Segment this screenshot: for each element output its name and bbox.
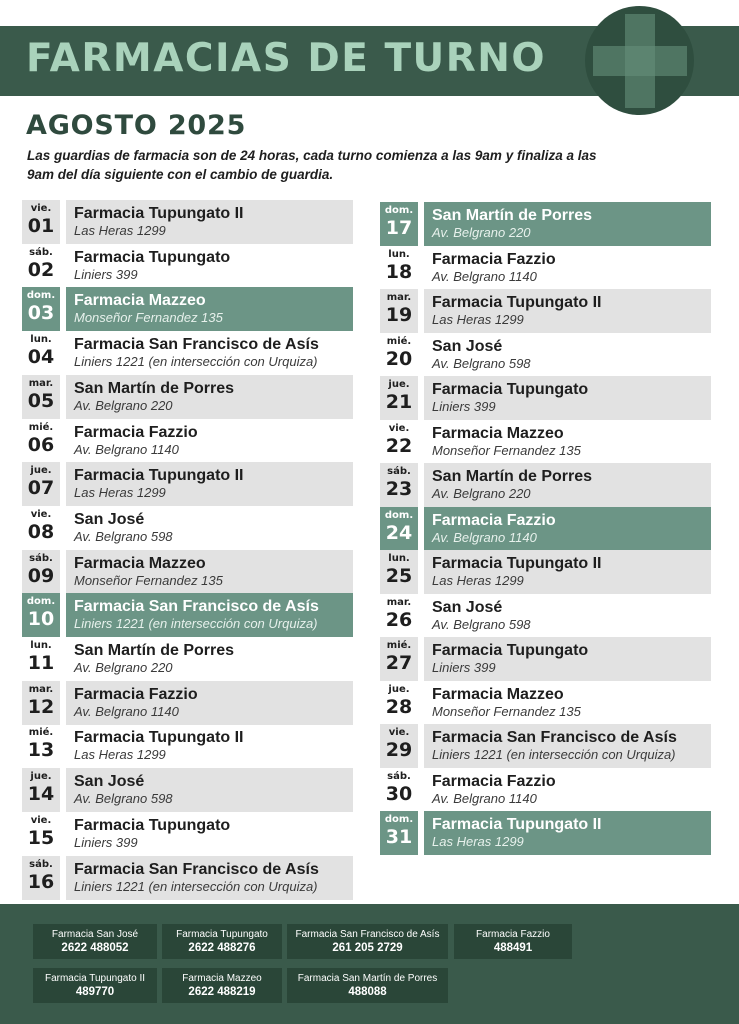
- contact-name: Farmacia Fazzio: [476, 929, 550, 940]
- weekday-label: lun.: [30, 640, 52, 651]
- date-box: [22, 287, 60, 331]
- date-box: [22, 331, 60, 375]
- pharmacy-name: San José: [74, 511, 145, 528]
- day-row: [380, 420, 717, 464]
- pharmacy-address: Liniers 399: [74, 267, 138, 282]
- pharmacy-address: Monseñor Fernandez 135: [432, 704, 581, 719]
- pharmacy-name: Farmacia Fazzio: [74, 686, 198, 703]
- pharmacy-address: Monseñor Fernandez 135: [74, 310, 223, 325]
- date-box: [22, 462, 60, 506]
- day-row: [22, 244, 359, 288]
- weekday-label: mar.: [28, 378, 54, 389]
- pharmacy-name: Farmacia Tupungato: [432, 642, 589, 659]
- contact-name: Farmacia Tupungato: [176, 929, 268, 940]
- pharmacy-info: [66, 812, 353, 856]
- day-number: 12: [27, 696, 55, 718]
- pharmacy-name: Farmacia Mazzeo: [74, 292, 206, 309]
- day-number: 11: [27, 652, 55, 674]
- pharmacy-info: [424, 246, 711, 290]
- pharmacy-name: Farmacia Tupungato: [432, 381, 589, 398]
- day-number: 21: [385, 391, 413, 413]
- pharmacy-name: Farmacia Mazzeo: [432, 686, 564, 703]
- pharmacy-address: Av. Belgrano 1140: [432, 530, 537, 545]
- pharmacy-name: San Martín de Porres: [74, 642, 235, 659]
- weekday-label: dom.: [384, 510, 414, 521]
- pharmacy-info: [424, 681, 711, 725]
- contact-box: [287, 968, 448, 1003]
- pharmacy-address: Liniers 1221 (en intersección con Urquiza): [74, 354, 318, 369]
- weekday-label: sáb.: [29, 553, 53, 564]
- date-box: [380, 507, 418, 551]
- pharmacy-address: Av. Belgrano 1140: [432, 791, 537, 806]
- date-box: [380, 463, 418, 507]
- day-row: [380, 768, 717, 812]
- day-row: [380, 376, 717, 420]
- date-box: [22, 768, 60, 812]
- pharmacy-name: San Martín de Porres: [432, 207, 593, 224]
- pharmacy-info: [424, 333, 711, 377]
- pharmacy-address: Las Heras 1299: [432, 312, 524, 327]
- weekday-label: sáb.: [387, 771, 411, 782]
- date-box: [380, 246, 418, 290]
- date-box: [380, 637, 418, 681]
- weekday-label: dom.: [384, 814, 414, 825]
- calendar-column-right: [380, 202, 717, 854]
- pharmacy-address: Av. Belgrano 598: [432, 356, 531, 371]
- pharmacy-info: [424, 724, 711, 768]
- date-box: [380, 681, 418, 725]
- pharmacy-name: Farmacia Tupungato II: [432, 294, 602, 311]
- date-box: [380, 289, 418, 333]
- pharmacy-name: Farmacia Fazzio: [432, 512, 556, 529]
- day-number: 04: [27, 346, 55, 368]
- pharmacy-address: Av. Belgrano 1140: [74, 442, 179, 457]
- pharmacy-name: Farmacia Fazzio: [432, 251, 556, 268]
- day-number: 16: [27, 871, 55, 893]
- date-box: [22, 375, 60, 419]
- pharmacy-name: San Martín de Porres: [74, 380, 235, 397]
- weekday-label: vie.: [388, 727, 410, 738]
- date-box: [380, 376, 418, 420]
- pharmacy-address: Liniers 399: [432, 660, 496, 675]
- cross-center: [625, 46, 655, 76]
- pharmacy-address: Liniers 399: [432, 399, 496, 414]
- day-number: 31: [385, 826, 413, 848]
- pharmacy-name: San José: [432, 338, 503, 355]
- contact-phone: 489770: [75, 986, 115, 998]
- day-row: [22, 681, 359, 725]
- day-row: [380, 724, 717, 768]
- day-number: 23: [385, 478, 413, 500]
- pharmacy-address: Liniers 1221 (en intersección con Urquiza): [74, 879, 318, 894]
- contact-name: Farmacia San Martín de Porres: [297, 973, 438, 984]
- pharmacy-address: Av. Belgrano 598: [432, 617, 531, 632]
- day-number: 19: [385, 304, 413, 326]
- pharmacy-info: [66, 331, 353, 375]
- contact-phone: 261 205 2729: [332, 942, 403, 954]
- pharmacy-info: [424, 594, 711, 638]
- date-box: [380, 768, 418, 812]
- day-row: [22, 331, 359, 375]
- pharmacy-info: [66, 550, 353, 594]
- day-number: 02: [27, 259, 55, 281]
- pharmacy-info: [66, 681, 353, 725]
- weekday-label: jue.: [30, 771, 52, 782]
- contact-phone: 488088: [348, 986, 387, 998]
- day-row: [22, 419, 359, 463]
- pharmacy-info: [424, 202, 711, 246]
- calendar-column-left: [22, 200, 359, 896]
- contact-name: Farmacia San Francisco de Asís: [295, 929, 440, 940]
- weekday-label: jue.: [30, 465, 52, 476]
- day-row: [380, 333, 717, 377]
- pharmacy-name: Farmacia San Francisco de Asís: [74, 336, 319, 353]
- pharmacy-name: Farmacia Tupungato: [74, 817, 231, 834]
- pharmacy-info: [66, 462, 353, 506]
- pharmacy-info: [66, 506, 353, 550]
- day-row: [22, 200, 359, 244]
- day-number: 15: [27, 827, 55, 849]
- date-box: [22, 593, 60, 637]
- contact-name: Farmacia San José: [51, 929, 139, 940]
- weekday-label: dom.: [384, 205, 414, 216]
- date-box: [22, 244, 60, 288]
- day-number: 09: [27, 565, 55, 587]
- day-number: 27: [385, 652, 413, 674]
- pharmacy-address: Av. Belgrano 220: [74, 398, 173, 413]
- pharmacy-name: Farmacia San Francisco de Asís: [74, 861, 319, 878]
- day-row: [22, 287, 359, 331]
- pharmacy-address: Monseñor Fernandez 135: [432, 443, 581, 458]
- date-box: [22, 812, 60, 856]
- date-box: [22, 856, 60, 900]
- pharmacy-info: [424, 420, 711, 464]
- contact-phone: 2622 488219: [188, 986, 256, 998]
- contact-phone: 2622 488276: [188, 942, 256, 954]
- pharmacy-name: Farmacia Fazzio: [74, 424, 198, 441]
- day-number: 14: [27, 783, 55, 805]
- weekday-label: vie.: [30, 815, 52, 826]
- day-row: [22, 724, 359, 768]
- pharmacy-address: Av. Belgrano 1140: [432, 269, 537, 284]
- pharmacy-info: [66, 768, 353, 812]
- day-number: 20: [385, 348, 413, 370]
- day-number: 05: [27, 390, 55, 412]
- pharmacy-info: [66, 724, 353, 768]
- weekday-label: jue.: [388, 684, 410, 695]
- day-number: 07: [27, 477, 55, 499]
- pharmacy-info: [66, 419, 353, 463]
- weekday-label: jue.: [388, 379, 410, 390]
- day-row: [22, 768, 359, 812]
- pharmacy-address: Las Heras 1299: [432, 573, 524, 588]
- day-row: [380, 811, 717, 855]
- contact-box: [287, 924, 448, 959]
- date-box: [22, 681, 60, 725]
- pharmacy-address: Av. Belgrano 598: [74, 791, 173, 806]
- date-box: [22, 419, 60, 463]
- date-box: [22, 506, 60, 550]
- date-box: [380, 202, 418, 246]
- weekday-label: sáb.: [29, 859, 53, 870]
- pharmacy-name: San José: [432, 599, 503, 616]
- day-row: [22, 506, 359, 550]
- pharmacy-address: Liniers 1221 (en intersección con Urquiza): [74, 616, 318, 631]
- pharmacy-info: [66, 244, 353, 288]
- date-box: [22, 550, 60, 594]
- contacts-footer: [0, 904, 739, 1024]
- day-number: 01: [27, 215, 55, 237]
- date-box: [22, 724, 60, 768]
- pharmacy-info: [424, 463, 711, 507]
- contact-box: [162, 924, 282, 959]
- day-row: [380, 246, 717, 290]
- contact-name: Farmacia Tupungato II: [44, 973, 146, 984]
- pharmacy-name: Farmacia San Francisco de Asís: [74, 598, 319, 615]
- contact-box: [454, 924, 572, 959]
- pharmacy-name: Farmacia Tupungato II: [74, 205, 244, 222]
- pharmacy-info: [66, 856, 353, 900]
- pharmacy-info: [66, 200, 353, 244]
- pharmacy-info: [424, 289, 711, 333]
- pharmacy-address: Av. Belgrano 220: [432, 225, 531, 240]
- date-box: [22, 200, 60, 244]
- day-row: [380, 550, 717, 594]
- day-number: 17: [385, 217, 413, 239]
- date-box: [380, 333, 418, 377]
- pharmacy-name: Farmacia San Francisco de Asís: [432, 729, 677, 746]
- pharmacy-name: San Martín de Porres: [432, 468, 593, 485]
- contact-box: [162, 968, 282, 1003]
- weekday-label: vie.: [30, 203, 52, 214]
- day-row: [380, 507, 717, 551]
- weekday-label: mar.: [28, 684, 54, 695]
- weekday-label: mié.: [386, 336, 412, 347]
- pharmacy-name: Farmacia Mazzeo: [74, 555, 206, 572]
- day-row: [380, 681, 717, 725]
- pharmacy-name: Farmacia Tupungato II: [432, 816, 602, 833]
- pharmacy-info: [424, 507, 711, 551]
- pharmacy-info: [424, 637, 711, 681]
- day-row: [22, 375, 359, 419]
- weekday-label: dom.: [26, 596, 56, 607]
- contact-box: [33, 924, 157, 959]
- day-number: 22: [385, 435, 413, 457]
- date-box: [380, 420, 418, 464]
- weekday-label: mar.: [386, 597, 412, 608]
- day-row: [22, 856, 359, 900]
- intro-text: Las guardias de farmacia son de 24 horas, cada turno comienza a las 9am y finaliza a las 9am del día siguiente con el cambio de guardia.: [27, 148, 597, 182]
- pharmacy-info: [66, 287, 353, 331]
- weekday-label: vie.: [30, 509, 52, 520]
- pharmacy-address: Las Heras 1299: [74, 485, 166, 500]
- day-number: 06: [27, 434, 55, 456]
- pharmacy-info: [424, 768, 711, 812]
- weekday-label: lun.: [388, 553, 410, 564]
- pharmacy-address: Las Heras 1299: [74, 223, 166, 238]
- day-number: 03: [27, 302, 55, 324]
- day-number: 26: [385, 609, 413, 631]
- day-number: 08: [27, 521, 55, 543]
- day-number: 25: [385, 565, 413, 587]
- date-box: [380, 550, 418, 594]
- date-box: [380, 811, 418, 855]
- contact-phone: 2622 488052: [61, 942, 129, 954]
- contact-phone: 488491: [493, 942, 533, 954]
- date-box: [380, 724, 418, 768]
- weekday-label: mié.: [386, 640, 412, 651]
- day-row: [22, 550, 359, 594]
- day-number: 30: [385, 783, 413, 805]
- day-row: [22, 637, 359, 681]
- contact-box: [33, 968, 157, 1003]
- pharmacy-name: Farmacia Tupungato: [74, 249, 231, 266]
- pharmacy-address: Liniers 399: [74, 835, 138, 850]
- day-number: 18: [385, 261, 413, 283]
- pharmacy-info: [66, 593, 353, 637]
- day-number: 24: [385, 522, 413, 544]
- pharmacy-address: Av. Belgrano 220: [432, 486, 531, 501]
- weekday-label: lun.: [388, 249, 410, 260]
- contact-name: Farmacia Mazzeo: [182, 973, 262, 984]
- day-row: [380, 289, 717, 333]
- pharmacy-address: Av. Belgrano 598: [74, 529, 173, 544]
- day-row: [380, 637, 717, 681]
- day-number: 28: [385, 696, 413, 718]
- date-box: [22, 637, 60, 681]
- day-number: 10: [27, 608, 55, 630]
- pharmacy-info: [424, 550, 711, 594]
- weekday-label: mar.: [386, 292, 412, 303]
- weekday-label: sáb.: [29, 247, 53, 258]
- pharmacy-name: Farmacia Mazzeo: [432, 425, 564, 442]
- weekday-label: sáb.: [387, 466, 411, 477]
- weekday-label: vie.: [388, 423, 410, 434]
- pharmacy-info: [66, 375, 353, 419]
- month-title: AGOSTO 2025: [26, 110, 247, 141]
- day-row: [380, 463, 717, 507]
- weekday-label: mié.: [28, 422, 54, 433]
- pharmacy-address: Las Heras 1299: [74, 747, 166, 762]
- pharmacy-info: [424, 811, 711, 855]
- pharmacy-name: Farmacia Tupungato II: [74, 467, 244, 484]
- pharmacy-address: Liniers 1221 (en intersección con Urquiza): [432, 747, 676, 762]
- pharmacy-name: Farmacia Tupungato II: [432, 555, 602, 572]
- day-row: [22, 593, 359, 637]
- page-title: FARMACIAS DE TURNO: [26, 36, 547, 81]
- pharmacy-name: Farmacia Fazzio: [432, 773, 556, 790]
- day-row: [380, 594, 717, 638]
- pharmacy-info: [424, 376, 711, 420]
- weekday-label: dom.: [26, 290, 56, 301]
- day-number: 13: [27, 739, 55, 761]
- pharmacy-address: Las Heras 1299: [432, 834, 524, 849]
- pharmacy-address: Av. Belgrano 1140: [74, 704, 179, 719]
- pharmacy-address: Av. Belgrano 220: [74, 660, 173, 675]
- day-row: [380, 202, 717, 246]
- day-row: [22, 462, 359, 506]
- pharmacy-info: [66, 637, 353, 681]
- pharmacy-name: Farmacia Tupungato II: [74, 729, 244, 746]
- weekday-label: mié.: [28, 727, 54, 738]
- day-number: 29: [385, 739, 413, 761]
- day-row: [22, 812, 359, 856]
- date-box: [380, 594, 418, 638]
- pharmacy-address: Monseñor Fernandez 135: [74, 573, 223, 588]
- weekday-label: lun.: [30, 334, 52, 345]
- pharmacy-name: San José: [74, 773, 145, 790]
